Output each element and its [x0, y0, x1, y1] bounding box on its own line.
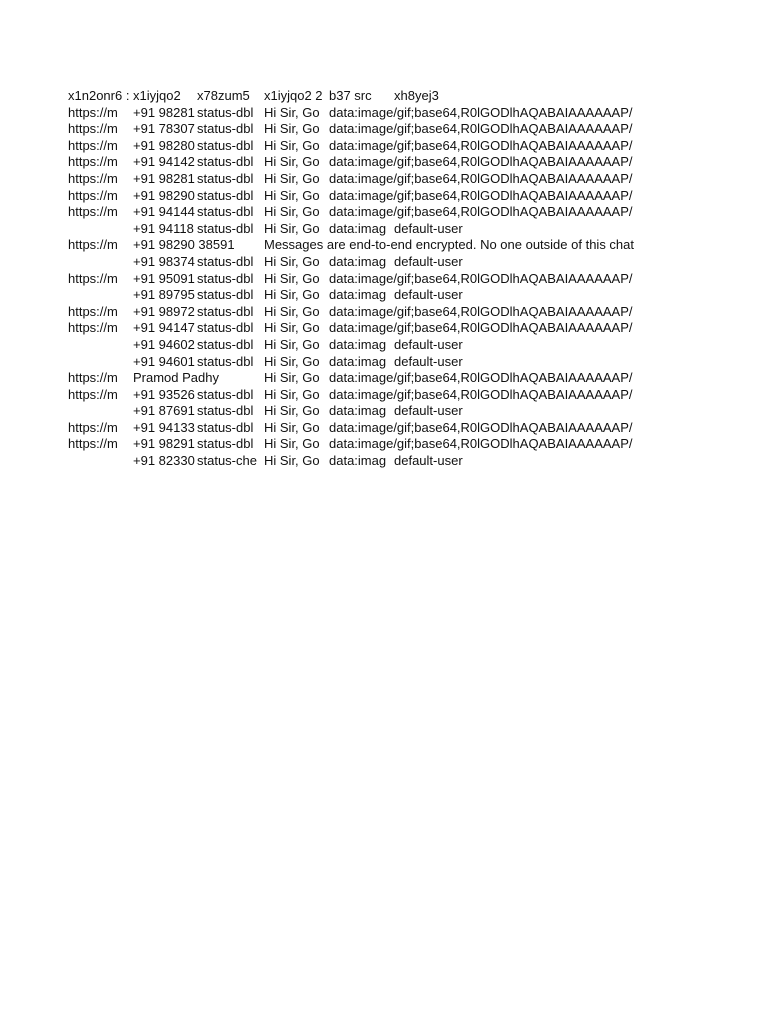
table-row: [68, 204, 654, 221]
table-cell: Messages are end-to-end encrypted. No one outside of this chat: [264, 237, 634, 253]
table-cell: default-user: [394, 453, 463, 469]
table-cell: data:image/gif;base64,R0lGODlhAQABAIAAAAAAP/: [329, 154, 633, 170]
table-cell: status-dbl: [197, 303, 254, 319]
table-cell: https://m: [68, 303, 118, 319]
table-cell: Hi Sir, Go: [264, 419, 320, 435]
table-cell: Hi Sir, Go: [264, 154, 320, 170]
table-cell: Hi Sir, Go: [264, 287, 320, 303]
table-cell: status-dbl: [197, 419, 254, 435]
table-cell: https://m: [68, 320, 118, 336]
table-cell: +91 94144: [133, 204, 195, 220]
table-cell: [68, 453, 133, 470]
table-cell: status-dbl: [197, 336, 254, 352]
header-cell: x1iyjqo2: [133, 88, 181, 103]
table-cell: status-dbl: [197, 104, 254, 120]
table-cell: +91 98290: [133, 187, 195, 203]
table-cell: Hi Sir, Go: [264, 220, 320, 236]
table-cell: Hi Sir, Go: [264, 353, 320, 369]
table-cell: default-user: [394, 287, 463, 303]
table-cell: status-dbl: [197, 121, 254, 137]
table-cell: https://m: [68, 436, 118, 452]
table-cell: +91 98280: [133, 137, 195, 153]
table-cell: +91 87691: [133, 403, 195, 419]
table-cell: data:imag: [329, 287, 387, 303]
table-row: [68, 138, 654, 155]
table-cell: https://m: [68, 187, 118, 203]
table-cell: Hi Sir, Go: [264, 370, 320, 386]
table-cell: data:image/gif;base64,R0lGODlhAQABAIAAAAAAP/: [329, 137, 633, 153]
table-row: [68, 154, 654, 171]
table-cell: data:image/gif;base64,R0lGODlhAQABAIAAAAAAP/: [329, 370, 633, 386]
table-row: [68, 254, 654, 271]
table-cell: https://m: [68, 270, 118, 286]
table-cell: data:image/gif;base64,R0lGODlhAQABAIAAAAAAP/: [329, 170, 633, 186]
header-cell: x78zum5: [197, 88, 250, 103]
table-cell: data:imag: [329, 403, 387, 419]
table-cell: https://m: [68, 370, 118, 386]
table-cell: [68, 403, 133, 420]
table-cell: +91 94601: [133, 353, 195, 369]
table-cell: Hi Sir, Go: [264, 453, 320, 469]
table-cell: status-che: [197, 453, 257, 469]
table-cell: data:image/gif;base64,R0lGODlhAQABAIAAAAAAP/: [329, 270, 633, 286]
table-cell: status-dbl: [197, 436, 254, 452]
table-cell: data:image/gif;base64,R0lGODlhAQABAIAAAAAAP/: [329, 386, 633, 402]
table-cell: +91 78307: [133, 121, 195, 137]
table-cell: Hi Sir, Go: [264, 137, 320, 153]
table-cell: data:image/gif;base64,R0lGODlhAQABAIAAAAAAP/: [329, 303, 633, 319]
table-cell: +91 94118: [133, 220, 194, 236]
table-cell: https://m: [68, 104, 118, 120]
header-cell: xh8yej3: [394, 88, 439, 103]
header-cell: x1n2onr6 :: [68, 88, 130, 103]
table-cell: Hi Sir, Go: [264, 386, 320, 402]
table-cell: status-dbl: [197, 154, 254, 170]
table-cell: status-dbl: [197, 220, 254, 236]
table-cell: +91 94133: [133, 419, 195, 435]
table-cell: Hi Sir, Go: [264, 303, 320, 319]
table-cell: +91 89795: [133, 287, 195, 303]
table-cell: Hi Sir, Go: [264, 403, 320, 419]
table-cell: data:imag: [329, 353, 387, 369]
table-row: [68, 387, 654, 404]
table-cell: status-dbl: [197, 253, 254, 269]
table-row: [68, 105, 654, 122]
table-cell: data:imag: [329, 336, 387, 352]
table-row: [68, 271, 654, 288]
table-cell: default-user: [394, 353, 463, 369]
table-cell: https://m: [68, 386, 118, 402]
table-cell: status-dbl: [197, 204, 254, 220]
table-cell: default-user: [394, 220, 463, 236]
table-cell: https://m: [68, 204, 118, 220]
table-cell: +91 98281: [133, 170, 195, 186]
header-cell: b37 src: [329, 88, 372, 103]
table-cell: [68, 287, 133, 304]
table-cell: https://m: [68, 170, 118, 186]
table-cell: data:imag: [329, 220, 387, 236]
table-cell: Hi Sir, Go: [264, 336, 320, 352]
table-cell: [68, 221, 133, 238]
table-cell: [68, 354, 133, 371]
table-cell: Hi Sir, Go: [264, 436, 320, 452]
table-cell: +91 94602: [133, 336, 195, 352]
table-row: [68, 188, 654, 205]
table-row: [68, 436, 654, 453]
table-row: [68, 237, 654, 254]
table-cell: +91 98972: [133, 303, 195, 319]
table-cell: data:image/gif;base64,R0lGODlhAQABAIAAAAAAP/: [329, 204, 633, 220]
table-cell: https://m: [68, 237, 118, 253]
table-cell: Hi Sir, Go: [264, 204, 320, 220]
table-cell: Hi Sir, Go: [264, 170, 320, 186]
table-cell: data:imag: [329, 453, 387, 469]
table-cell: [68, 254, 133, 271]
table-row: [68, 420, 654, 437]
table-cell: +91 94142: [133, 154, 195, 170]
table-row: [68, 171, 654, 188]
table-row: [68, 287, 654, 304]
table-cell: data:image/gif;base64,R0lGODlhAQABAIAAAAAAP/: [329, 419, 633, 435]
table-cell: default-user: [394, 336, 463, 352]
table-cell: data:imag: [329, 253, 387, 269]
table-row: [68, 403, 654, 420]
table-cell: default-user: [394, 253, 463, 269]
table-cell: Pramod Padhy: [133, 370, 219, 386]
table-cell: status-dbl: [197, 287, 254, 303]
header-row: [68, 88, 654, 105]
table-cell: default-user: [394, 403, 463, 419]
table-cell: https://m: [68, 419, 118, 435]
table-cell: data:image/gif;base64,R0lGODlhAQABAIAAAAAAP/: [329, 187, 633, 203]
table-cell: data:image/gif;base64,R0lGODlhAQABAIAAAAAAP/: [329, 121, 633, 137]
table-cell: +91 98281: [133, 104, 195, 120]
table-cell: +91 98290 38591: [133, 237, 235, 253]
table-row: [68, 370, 654, 387]
table-cell: https://m: [68, 137, 118, 153]
table-row: [68, 221, 654, 238]
table-cell: +91 95091: [133, 270, 195, 286]
table-cell: status-dbl: [197, 320, 254, 336]
table-row: [68, 304, 654, 321]
table-cell: https://m: [68, 121, 118, 137]
table-cell: status-dbl: [197, 137, 254, 153]
table-cell: Hi Sir, Go: [264, 270, 320, 286]
table-cell: status-dbl: [197, 270, 254, 286]
table-cell: Hi Sir, Go: [264, 320, 320, 336]
table-cell: data:image/gif;base64,R0lGODlhAQABAIAAAAAAP/: [329, 436, 633, 452]
table-row: [68, 320, 654, 337]
table-cell: Hi Sir, Go: [264, 253, 320, 269]
table-row: [68, 453, 654, 470]
table-cell: +91 94147: [133, 320, 195, 336]
table-cell: +91 82330: [133, 453, 195, 469]
table-cell: status-dbl: [197, 187, 254, 203]
table-cell: status-dbl: [197, 170, 254, 186]
table-cell: status-dbl: [197, 403, 254, 419]
table-cell: +91 93526: [133, 386, 195, 402]
table-cell: https://m: [68, 154, 118, 170]
table-row: [68, 121, 654, 138]
table-cell: Hi Sir, Go: [264, 187, 320, 203]
table-cell: status-dbl: [197, 353, 254, 369]
table-row: [68, 337, 654, 354]
table-cell: [68, 337, 133, 354]
spreadsheet: [68, 88, 654, 470]
table-row: [68, 354, 654, 371]
table-cell: Hi Sir, Go: [264, 104, 320, 120]
table-cell: +91 98291: [133, 436, 195, 452]
table-cell: +91 98374: [133, 253, 195, 269]
table-cell: data:image/gif;base64,R0lGODlhAQABAIAAAAAAP/: [329, 104, 633, 120]
table-cell: Hi Sir, Go: [264, 121, 320, 137]
table-cell: status-dbl: [197, 386, 254, 402]
table-cell: data:image/gif;base64,R0lGODlhAQABAIAAAAAAP/: [329, 320, 633, 336]
header-cell: x1iyjqo2 2: [264, 88, 323, 103]
